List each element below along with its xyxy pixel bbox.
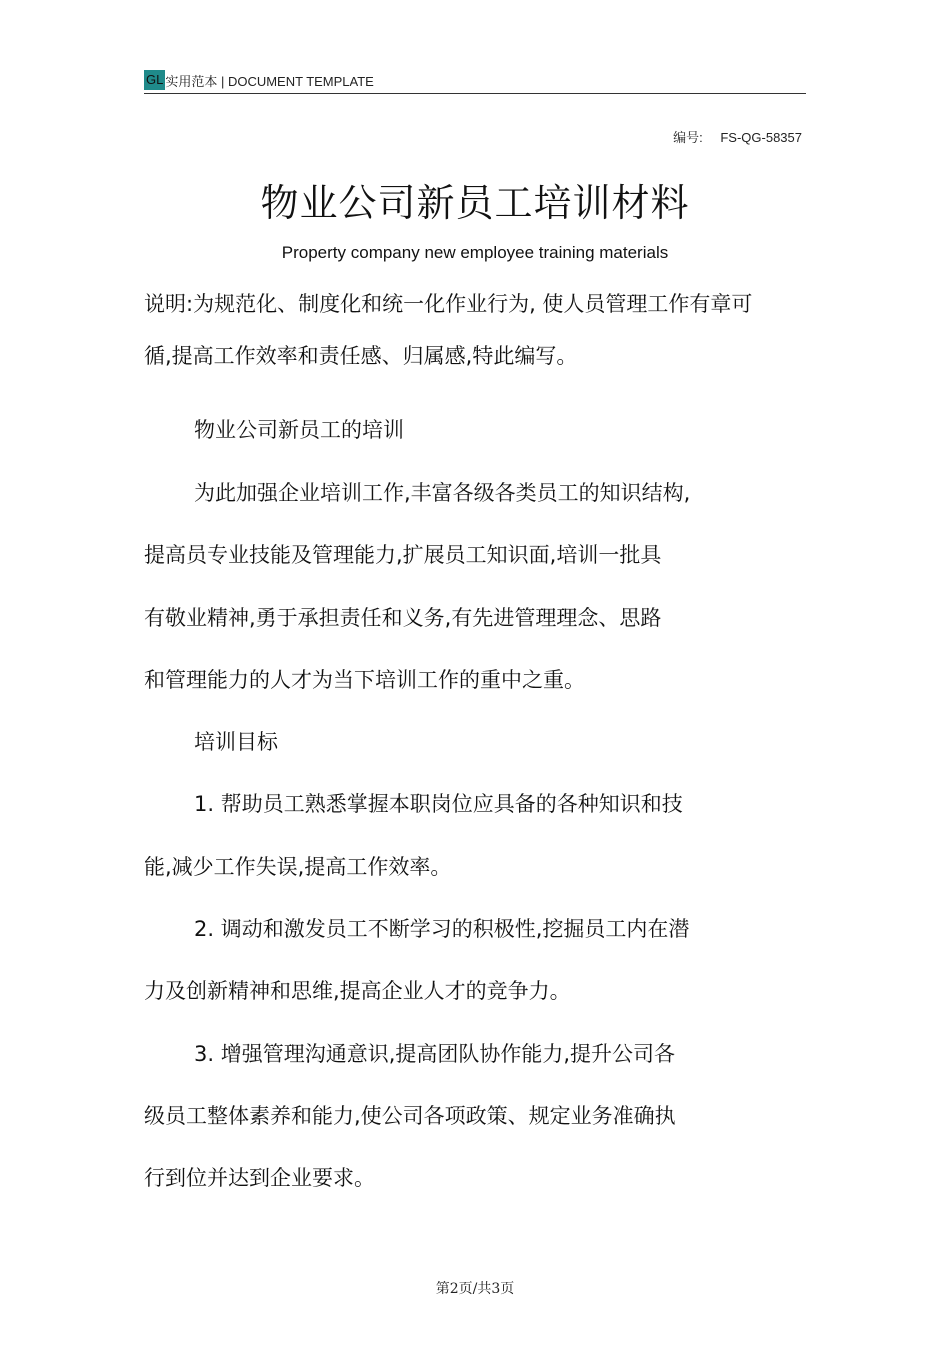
paragraph-line: 有敬业精神,勇于承担责任和义务,有先进管理理念、思路	[144, 606, 662, 630]
page-number: 第2页/共3页	[435, 1281, 515, 1297]
document-number-label: 编号:	[673, 130, 703, 145]
list-item-line: 3. 增强管理沟通意识,提高团队协作能力,提升公司各	[194, 1042, 676, 1066]
paragraph-line: 和管理能力的人才为当下培训工作的重中之重。	[144, 668, 585, 692]
list-item-line: 2. 调动和激发员工不断学习的积极性,挖掘员工内在潜	[194, 917, 690, 941]
paragraph-line: 提高员专业技能及管理能力,扩展员工知识面,培训一批具	[144, 543, 662, 567]
list-item-line: 级员工整体素养和能力,使公司各项政策、规定业务准确执	[144, 1104, 676, 1128]
document-number	[673, 127, 802, 146]
intro-line-1: 说明:为规范化、制度化和统一化作业行为, 使人员管理工作有章可	[144, 292, 753, 316]
document-subtitle: Property company new employee training materials	[281, 243, 669, 262]
list-item-line: 能,减少工作失误,提高工作效率。	[144, 855, 452, 879]
paragraph-line: 为此加强企业培训工作,丰富各级各类员工的知识结构,	[194, 481, 691, 505]
document-title: 物业公司新员工培训材料	[260, 181, 690, 225]
intro-line-2: 循,提高工作效率和责任感、归属感,特此编写。	[144, 344, 578, 368]
section-heading-goals: 培训目标	[194, 730, 278, 754]
section-heading-training: 物业公司新员工的培训	[194, 418, 404, 442]
document-number-value: FS-QG-58357	[720, 130, 802, 145]
list-item-line: 1. 帮助员工熟悉掌握本职岗位应具备的各种知识和技	[194, 792, 683, 816]
header-label: 实用范本 | DOCUMENT TEMPLATE	[165, 73, 374, 89]
list-item-line: 力及创新精神和思维,提高企业人才的竞争力。	[144, 979, 571, 1003]
document-header	[144, 70, 374, 90]
list-item-line: 行到位并达到企业要求。	[144, 1166, 375, 1190]
brand-logo: GL	[144, 70, 165, 90]
header-divider	[144, 93, 806, 94]
